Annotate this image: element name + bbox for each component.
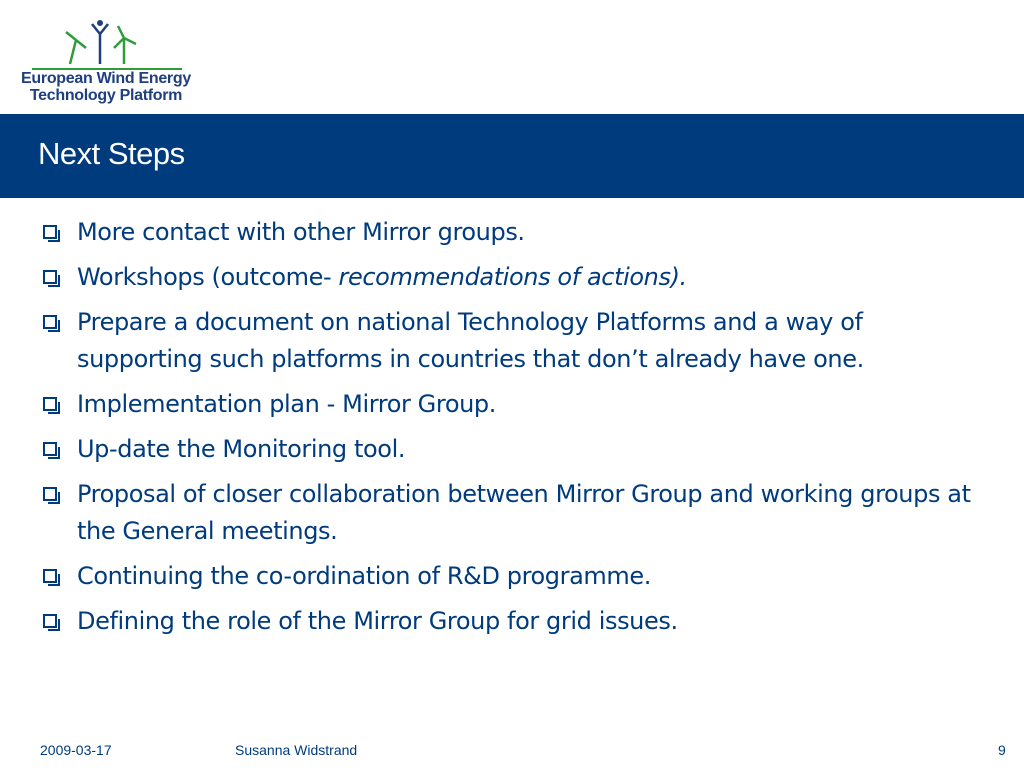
- footer-date: 2009-03-17: [40, 742, 112, 758]
- logo: [12, 18, 192, 106]
- bullet-list: [40, 214, 990, 648]
- checkbox-bullet-icon: [43, 225, 57, 239]
- bullet-item: [40, 476, 990, 550]
- checkbox-bullet-icon: [43, 315, 57, 329]
- bullet-text: Prepare a document on national Technology Platforms and a way of supporting such platforms in countries that don’t already have one.: [77, 308, 864, 373]
- bullet-item: [40, 259, 990, 296]
- logo-line-1: European Wind Energy: [21, 70, 191, 87]
- bullet-item: [40, 386, 990, 423]
- bullet-item: [40, 214, 990, 251]
- bullet-item: [40, 558, 990, 595]
- bullet-text: Up-date the Monitoring tool.: [77, 435, 406, 463]
- checkbox-bullet-icon: [43, 569, 57, 583]
- bullet-text: Continuing the co-ordination of R&D programme.: [77, 562, 651, 590]
- bullet-text: More contact with other Mirror groups.: [77, 218, 525, 246]
- logo-line-2: Technology Platform: [29, 87, 183, 104]
- wind-turbines-icon: [62, 18, 142, 68]
- checkbox-bullet-icon: [43, 487, 57, 501]
- bullet-text: Workshops (outcome-: [77, 263, 339, 291]
- bullet-italic-text: recommendations of actions).: [338, 263, 687, 291]
- bullet-text: Defining the role of the Mirror Group for grid issues.: [77, 607, 678, 635]
- footer-author: Susanna Widstrand: [235, 742, 358, 758]
- slide-title: Next Steps: [38, 136, 185, 171]
- bullet-item: [40, 304, 990, 378]
- bullet-text: Implementation plan - Mirror Group.: [77, 390, 496, 418]
- bullet-item: [40, 603, 990, 640]
- bullet-text: Proposal of closer collaboration between Mirror Group and working groups at the General meetings.: [77, 480, 971, 545]
- checkbox-bullet-icon: [43, 397, 57, 411]
- bullet-item: [40, 431, 990, 468]
- logo-text: [16, 70, 196, 104]
- checkbox-bullet-icon: [43, 614, 57, 628]
- checkbox-bullet-icon: [43, 442, 57, 456]
- title-bar: [0, 114, 1024, 198]
- page-number: 9: [998, 742, 1006, 758]
- checkbox-bullet-icon: [43, 270, 57, 284]
